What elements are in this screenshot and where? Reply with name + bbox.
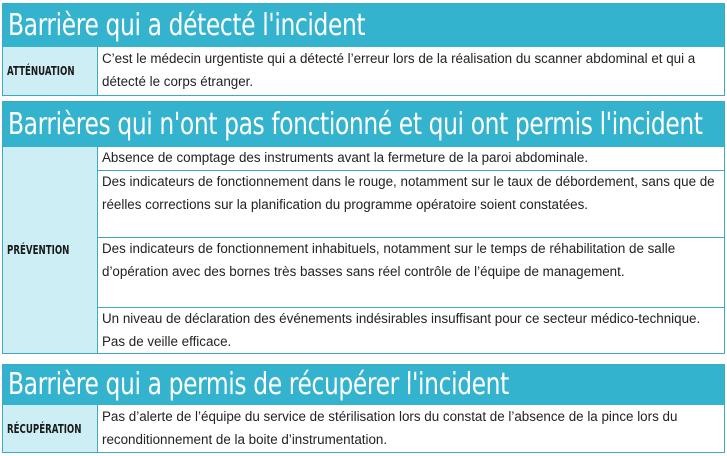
barrier-type-label bbox=[3, 405, 98, 452]
barrier-item: Absence de comptage des instruments avant la fermeture de la paroi abdominale. bbox=[98, 147, 724, 171]
barrier-item: Des indicateurs de fonctionnement dans le rouge, notamment sur le taux de débordement, sans que de réelles corrections sur la planification du programme opératoire soient constatées. bbox=[98, 171, 724, 238]
section-title bbox=[3, 102, 724, 147]
barrier-type-label bbox=[3, 47, 98, 95]
barrier-items bbox=[98, 47, 724, 95]
section-title-text: Barrière qui a permis de récupérer l'incident bbox=[8, 367, 509, 402]
barrier-type-text: ATTÉNUATION bbox=[7, 64, 75, 78]
barrier-item: Pas d’alerte de l’équipe du service de stérilisation lors du constat de l’absence de la pince lors du reconditionnement de la boite d’instrumentation. bbox=[102, 409, 678, 447]
barrier-type-label bbox=[3, 147, 98, 353]
section-detection bbox=[2, 3, 725, 96]
section-title-text: Barrières qui n'ont pas fonctionné et qui ont permis l'incident bbox=[8, 107, 703, 142]
section-title bbox=[3, 4, 724, 47]
barrier-item: C’est le médecin urgentiste qui a détecté l’erreur lors de la réalisation du scanner abdominal et qui a détecté le corps étranger. bbox=[102, 51, 696, 89]
section-failed-barriers bbox=[2, 101, 725, 354]
barrier-item: Des indicateurs de fonctionnement inhabituels, notamment sur le temps de réhabilitation de salle d’opération avec des bornes très basses sans réel contrôle de l’équipe de management. bbox=[98, 238, 724, 308]
section-body bbox=[3, 147, 724, 353]
barrier-items bbox=[98, 147, 724, 353]
barrier-item: Un niveau de déclaration des événements indésirables insuffisant pour ce secteur médico-technique. Pas de veille efficace. bbox=[102, 311, 701, 349]
section-recovery bbox=[2, 364, 725, 453]
barrier-items bbox=[98, 405, 724, 452]
section-body bbox=[3, 405, 724, 452]
barrier-type-text: RÉCUPÉRATION bbox=[7, 421, 82, 436]
section-body bbox=[3, 47, 724, 95]
barrier-type-text: PRÉVENTION bbox=[7, 243, 70, 257]
section-title bbox=[3, 365, 724, 405]
section-title-text: Barrière qui a détecté l'incident bbox=[8, 8, 366, 43]
